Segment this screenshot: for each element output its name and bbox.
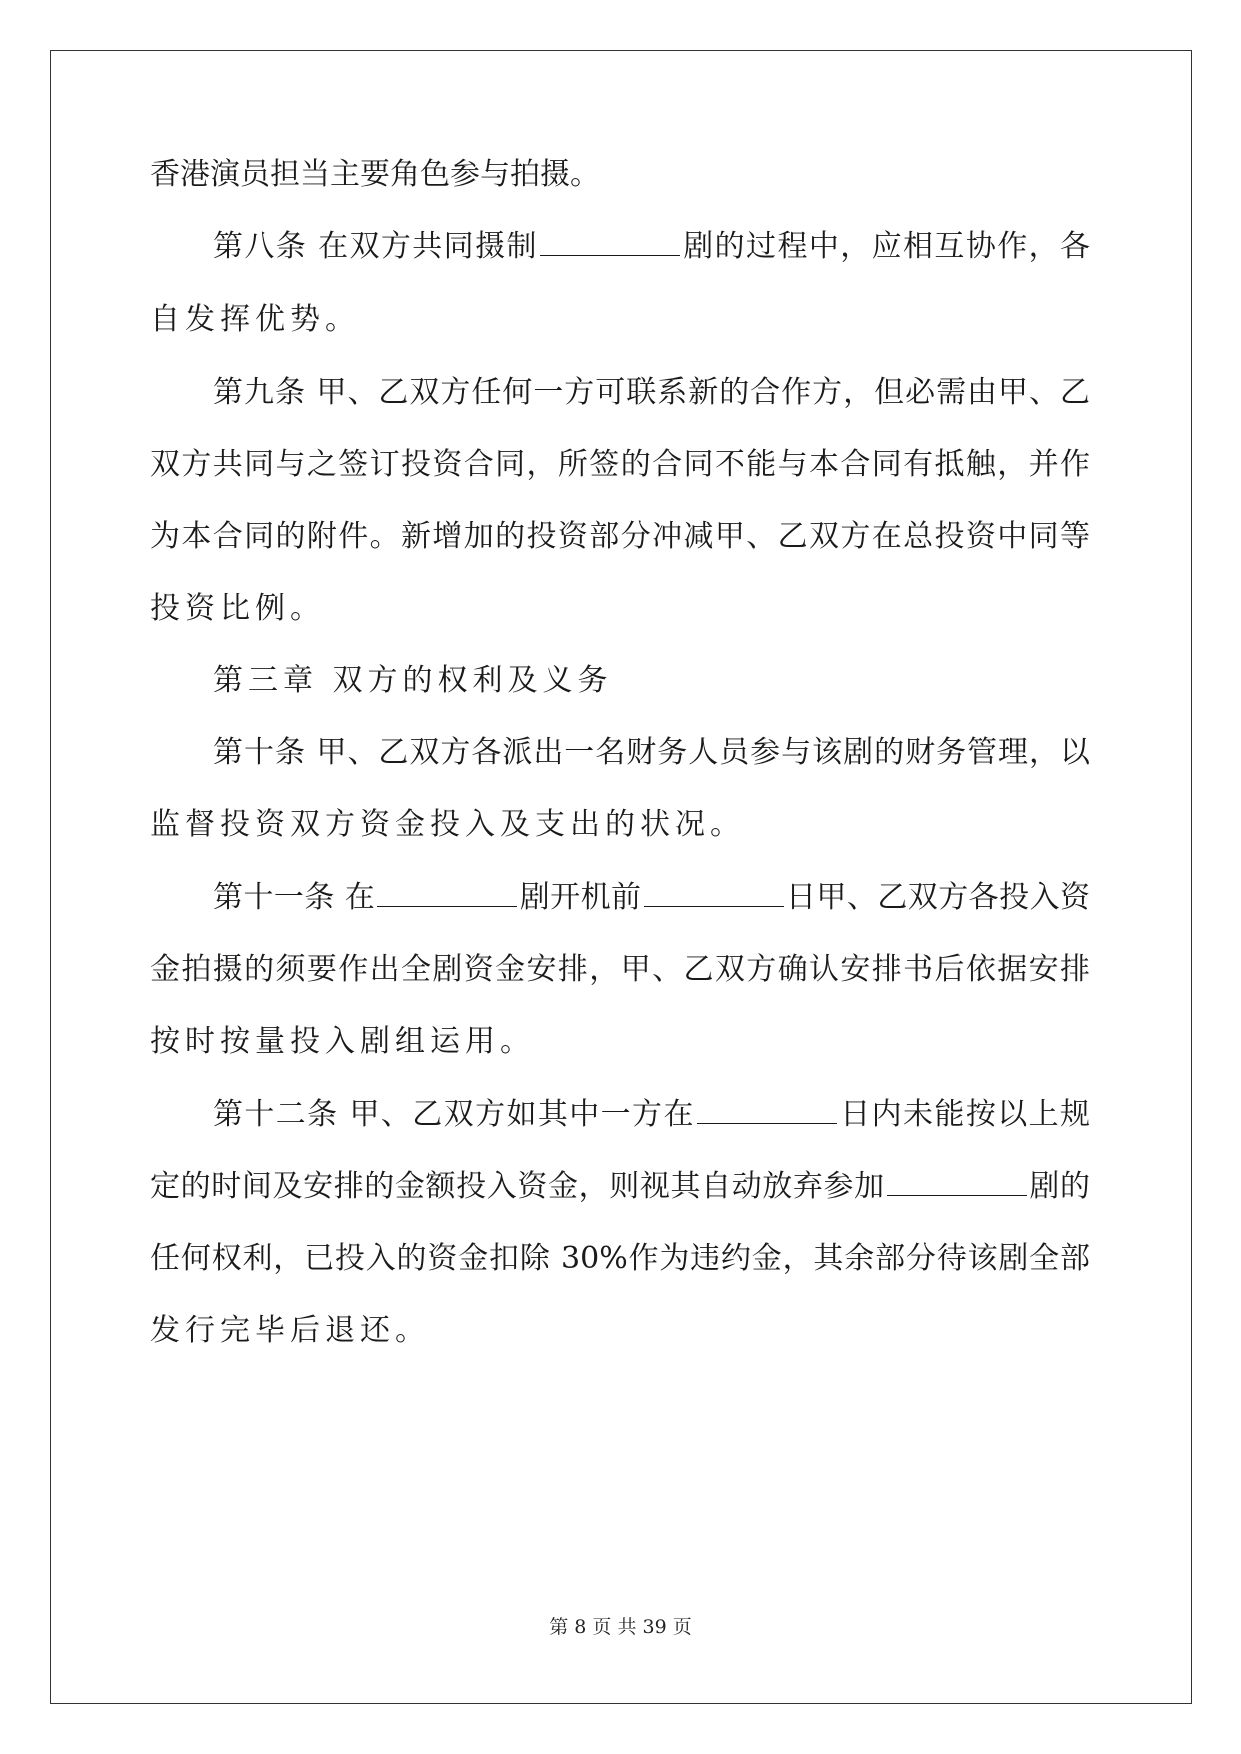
fill-in-blank [697,1095,837,1124]
text-segment: 第十一条 在 [213,880,376,915]
text-segment: 剧的 [1028,1169,1091,1204]
article-12-line-1 [213,1095,1090,1135]
article-11-line-1 [213,878,1090,918]
paragraph-line: 双方共同与之签订投资合同，所签的合同不能与本合同有抵触，并作 [150,447,1090,482]
paragraph-line [150,1167,1090,1207]
paragraph-line: 投资比例。 [150,591,325,626]
article-8-line-1 [213,227,1090,267]
paragraph-line: 按时按量投入剧组运用。 [150,1024,535,1059]
text-segment: 日甲、乙双方各投入资 [785,880,1091,915]
page-number-footer: 第 8 页 共 39 页 [549,1616,692,1638]
fill-in-blank [377,878,517,907]
paragraph-line: 发行完毕后退还。 [150,1313,430,1348]
fill-in-blank [887,1167,1027,1196]
page-border [50,50,1192,1704]
text-segment: 第十二条 甲、乙双方如其中一方在 [213,1097,695,1132]
paragraph-line: 为本合同的附件。新增加的投资部分冲减甲、乙双方在总投资中同等 [150,519,1090,554]
text-segment: 剧的过程中，应相互协作，各 [681,229,1090,264]
paragraph-line: 任何权利，已投入的资金扣除 30%作为违约金，其余部分待该剧全部 [150,1241,1090,1276]
text-segment: 第八条 在双方共同摄制 [213,229,538,264]
article-10-line-1: 第十条 甲、乙双方各派出一名财务人员参与该剧的财务管理，以 [213,735,1090,770]
fill-in-blank [540,227,680,256]
article-9-line-1: 第九条 甲、乙双方任何一方可联系新的合作方，但必需由甲、乙 [213,375,1090,410]
paragraph-line: 金拍摄的须要作出全剧资金安排，甲、乙双方确认安排书后依据安排 [150,952,1090,987]
paragraph-line: 香港演员担当主要角色参与拍摄。 [150,157,600,192]
paragraph-line: 自发挥优势。 [150,302,360,337]
text-segment: 日内未能按以上规 [838,1097,1090,1132]
chapter-heading: 第三章 双方的权利及义务 [213,663,613,698]
fill-in-blank [644,878,784,907]
text-segment: 剧开机前 [519,880,642,915]
text-segment: 定的时间及安排的金额投入资金，则视其自动放弃参加 [150,1169,885,1204]
paragraph-line: 监督投资双方资金投入及支出的状况。 [150,807,745,842]
